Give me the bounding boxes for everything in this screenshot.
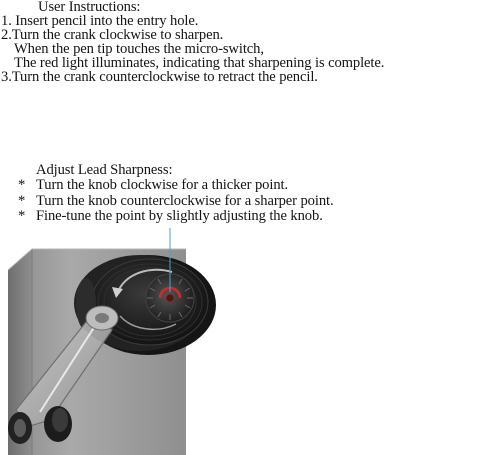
sharpness-bullet-1: * bbox=[18, 177, 26, 193]
sharpness-item-3: Fine-tune the point by slightly adjusting the knob. bbox=[36, 208, 323, 224]
sharpness-item-2: Turn the knob counterclockwise for a sharper point. bbox=[36, 193, 334, 209]
instruction-line-2: 2.Turn the crank clockwise to sharpen. bbox=[1, 27, 224, 43]
sharpness-item-1: Turn the knob clockwise for a thicker point. bbox=[36, 177, 289, 193]
instructions-heading: User Instructions: bbox=[38, 0, 141, 15]
sharpness-bullet-2: * bbox=[18, 193, 26, 209]
instruction-line-1: 1. Insert pencil into the entry hole. bbox=[1, 13, 199, 29]
sharpness-heading: Adjust Lead Sharpness: bbox=[36, 162, 173, 178]
sharpness-bullet-3: * bbox=[18, 208, 26, 224]
instruction-line-3: When the pen tip touches the micro-switch, bbox=[14, 41, 264, 57]
instruction-line-5: 3.Turn the crank counterclockwise to retract the pencil. bbox=[1, 69, 318, 85]
sharpener-figure bbox=[0, 228, 488, 455]
instruction-line-4: The red light illuminates, indicating that sharpening is complete. bbox=[14, 55, 385, 71]
